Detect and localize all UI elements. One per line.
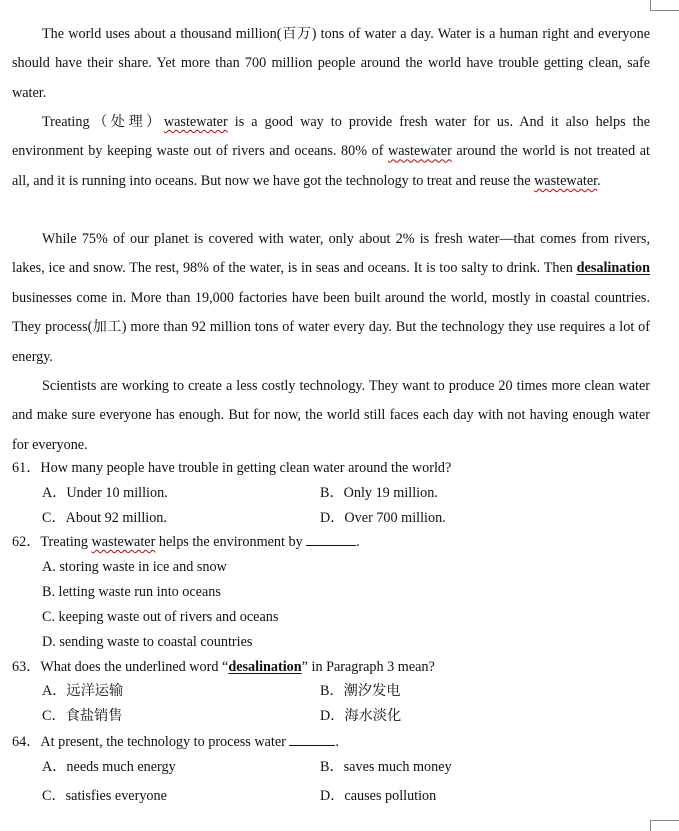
question-64-option-b: B．saves much money [320, 759, 452, 775]
question-63 [12, 657, 652, 677]
question-61-text: How many people have trouble in getting clean water around the world? [40, 460, 452, 476]
question-61-number: 61． [12, 460, 41, 476]
question-63-option-d: D．海水淡化 [320, 708, 402, 724]
question-64 [12, 732, 652, 752]
question-62-option-c: C. keeping waste out of rivers and oceans [42, 609, 279, 625]
question-62-text-post: helps the environment by [155, 534, 303, 550]
question-62-blank [306, 533, 356, 546]
paragraph-3 [12, 225, 650, 372]
question-62-option-d: D. sending waste to coastal countries [42, 634, 253, 650]
question-64-option-c: C．satisfies everyone [42, 788, 167, 804]
question-64-blank [289, 733, 335, 746]
paragraph-4-text: Scientists are working to create a less costly technology. They want to produce 20 times more clean water and make sure everyone has enough. But for now, the world still faces each day with not having enough water for everyone. [12, 378, 650, 453]
wastewater-word-2: wastewater [387, 143, 452, 160]
paragraph-3-text-b: businesses come in. More than 19,000 factories have been built around the world, mostly in coastal countries. They process(加工) more than 92 million tons of water every day. But the technology they use requires a lot of energy. [12, 289, 650, 365]
question-64-text: At present, the technology to process water [40, 734, 286, 750]
question-61-option-c: C．About 92 million. [42, 510, 167, 526]
question-63-desalination-term: desalination [228, 659, 302, 675]
question-64-option-d: D．causes pollution [320, 788, 437, 804]
question-61 [12, 458, 652, 478]
paragraph-3-text-a: While 75% of our planet is covered with water, only about 2% is fresh water—that comes from rivers, lakes, ice and snow. The rest, 98% of the water, is in seas and oceans. It is too salty to drink. Then [12, 231, 650, 277]
paragraph-1-text: The world uses about a thousand million(百万) tons of water a day. Water is a human right and everyone should have their share. Yet more than 700 million people around the world have trouble getting clean, safe water. [12, 26, 650, 101]
wastewater-word-3: wastewater [534, 172, 598, 189]
question-61-option-d: D．Over 700 million. [320, 510, 446, 526]
paragraph-2-text-d: . [597, 172, 601, 189]
question-63-option-b: B．潮汐发电 [320, 683, 401, 699]
question-62-wastewater-word: wastewater [91, 534, 156, 550]
crop-mark-bottom-right [650, 820, 679, 831]
question-62 [12, 532, 652, 552]
paragraph-1 [12, 20, 650, 108]
crop-mark-top-right [650, 0, 679, 11]
question-63-text-post: ” in Paragraph 3 mean? [301, 659, 435, 675]
question-63-number: 63． [12, 659, 41, 675]
question-61-option-a: A．Under 10 million. [42, 485, 168, 501]
question-61-option-b: B．Only 19 million. [320, 485, 438, 501]
desalination-term: desalination [576, 260, 650, 277]
paragraph-2-text-c: around the world is not treated at all, and it is running into oceans. But now we have got the technology to treat and reuse the [12, 143, 650, 189]
question-63-option-c: C．食盐销售 [42, 708, 123, 724]
paragraph-4 [12, 372, 650, 460]
question-62-option-a: A. storing waste in ice and snow [42, 559, 227, 575]
paragraph-2-text-b: is a good way to provide fresh water for us. And it also helps the environment by keeping waste out of rivers and oceans. 80% of [12, 114, 651, 160]
question-63-option-a: A．远洋运输 [42, 683, 124, 699]
question-62-text-pre: Treating [40, 534, 92, 550]
paragraph-2-text-a: Treating（处理） [42, 114, 164, 130]
paragraph-2 [12, 108, 650, 196]
question-62-period: . [356, 534, 360, 550]
question-62-option-b: B. letting waste run into oceans [42, 584, 221, 600]
question-63-text-pre: What does the underlined word “ [40, 659, 229, 675]
wastewater-word-1: wastewater [163, 114, 228, 130]
question-64-option-a: A．needs much energy [42, 759, 176, 775]
question-62-number: 62． [12, 534, 41, 550]
question-64-number: 64． [12, 734, 41, 750]
question-64-period: . [335, 734, 339, 750]
